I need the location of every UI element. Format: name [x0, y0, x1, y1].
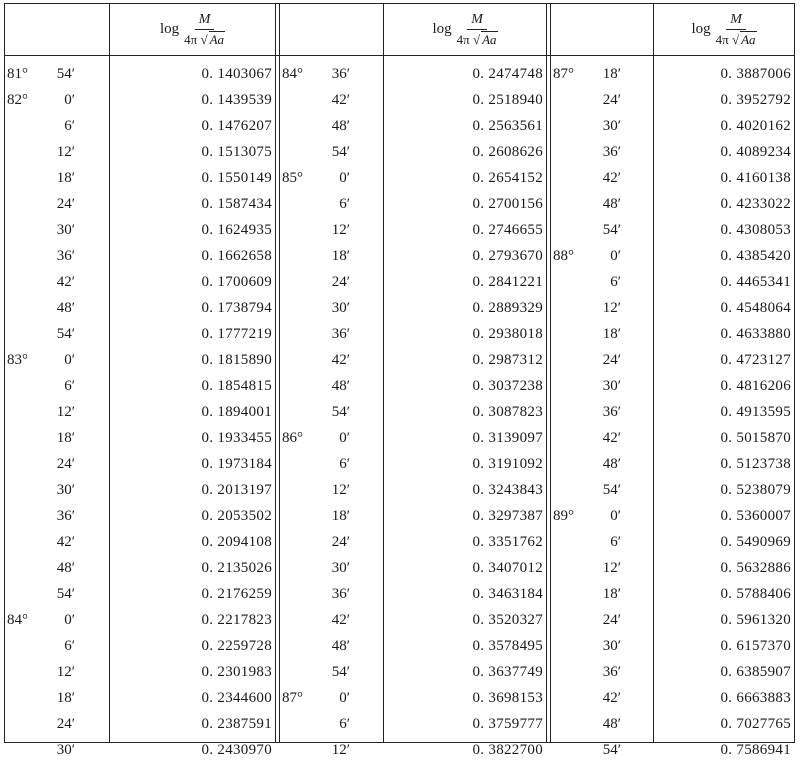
log-value: 0. 1662658: [201, 248, 272, 264]
angle-minutes: 18′: [56, 170, 75, 186]
log-value: 0. 3351762: [472, 534, 543, 550]
angle-degrees: 84°: [7, 612, 28, 628]
angle-minutes: 48′: [602, 456, 621, 472]
angle-minutes: 24′: [331, 534, 350, 550]
table-row: [553, 607, 793, 633]
log-value: 0. 4020162: [720, 118, 791, 134]
table-row: [282, 269, 545, 295]
table-row: [282, 87, 545, 113]
angle-minutes: 54′: [331, 664, 350, 680]
log-value: 0. 1700609: [201, 274, 272, 290]
angle-minutes: 48′: [331, 378, 350, 394]
table-row: [553, 373, 793, 399]
angle-minutes: 18′: [602, 586, 621, 602]
angle-minutes: 54′: [56, 326, 75, 342]
log-value: 0. 2700156: [472, 196, 543, 212]
table-row: [282, 113, 545, 139]
table-row: [7, 425, 274, 451]
angle-minutes: 0′: [610, 248, 621, 264]
log-value: 0. 2841221: [472, 274, 543, 290]
angle-minutes: 0′: [64, 612, 75, 628]
table-row: [7, 607, 274, 633]
table-row: [7, 113, 274, 139]
angle-minutes: 6′: [339, 196, 350, 212]
angle-minutes: 18′: [56, 690, 75, 706]
header-fraction: [716, 12, 757, 48]
table-row: [282, 243, 545, 269]
log-value: 0. 2217823: [201, 612, 272, 628]
angle-degrees: 81°: [7, 66, 28, 82]
angle-minutes: 30′: [331, 300, 350, 316]
log-value: 0. 2259728: [201, 638, 272, 654]
header-log: log: [691, 21, 711, 37]
table-row: [553, 399, 793, 425]
table-row: [7, 477, 274, 503]
log-value: 0. 7027765: [720, 716, 791, 732]
table-row: [553, 711, 793, 737]
table-row: [7, 503, 274, 529]
header-den-sqrt: Aa: [741, 31, 756, 47]
table-row: [282, 607, 545, 633]
table-row: [553, 347, 793, 373]
angle-minutes: 48′: [331, 638, 350, 654]
angle-minutes: 36′: [331, 66, 350, 82]
table-row: [282, 581, 545, 607]
angle-minutes: 0′: [339, 170, 350, 186]
log-value: 0. 2094108: [201, 534, 272, 550]
angle-minutes: 30′: [56, 482, 75, 498]
log-value: 0. 5632886: [720, 560, 791, 576]
angle-minutes: 6′: [339, 716, 350, 732]
log-value: 0. 5961320: [720, 612, 791, 628]
angle-minutes: 42′: [331, 92, 350, 108]
angle-minutes: 6′: [610, 534, 621, 550]
table-row: [553, 633, 793, 659]
log-value: 0. 1587434: [201, 196, 272, 212]
angle-minutes: 36′: [331, 326, 350, 342]
angle-minutes: 0′: [339, 430, 350, 446]
log-value: 0. 3087823: [472, 404, 543, 420]
log-value: 0. 3822700: [472, 742, 543, 758]
table-row: [7, 555, 274, 581]
table-row: [7, 373, 274, 399]
log-table: [4, 3, 795, 758]
log-value: 0. 5123738: [720, 456, 791, 472]
table-row: [553, 659, 793, 685]
log-value: 0. 2608626: [472, 144, 543, 160]
table-row: [282, 659, 545, 685]
angle-minutes: 36′: [56, 248, 75, 264]
angle-minutes: 18′: [56, 430, 75, 446]
header-den-sqrt: Aa: [482, 31, 497, 47]
angle-minutes: 30′: [331, 560, 350, 576]
log-value: 0. 1854815: [201, 378, 272, 394]
log-value: 0. 1513075: [201, 144, 272, 160]
log-value: 0. 1439539: [201, 92, 272, 108]
table-row: [282, 399, 545, 425]
table-row: [7, 321, 274, 347]
log-value: 0. 5238079: [720, 482, 791, 498]
log-value: 0. 6385907: [720, 664, 791, 680]
angle-minutes: 36′: [602, 404, 621, 420]
log-value: 0. 5490969: [720, 534, 791, 550]
angle-minutes: 30′: [602, 118, 621, 134]
table-row: [7, 633, 274, 659]
angle-degrees: 83°: [7, 352, 28, 368]
group-divider: [279, 4, 280, 742]
log-value: 0. 1403067: [201, 66, 272, 82]
table-row: [282, 425, 545, 451]
table-row: [553, 191, 793, 217]
table-row: [282, 191, 545, 217]
table-row: [7, 269, 274, 295]
table-row: [553, 685, 793, 711]
header-formula: [384, 4, 546, 55]
table-row: [282, 321, 545, 347]
angle-minutes: 24′: [56, 456, 75, 472]
table-row: [553, 451, 793, 477]
log-value: 0. 3191092: [472, 456, 543, 472]
angle-minutes: 12′: [56, 664, 75, 680]
angle-minutes: 24′: [602, 92, 621, 108]
log-value: 0. 3520327: [472, 612, 543, 628]
log-value: 0. 5015870: [720, 430, 791, 446]
table-row: [553, 87, 793, 113]
group-divider: [275, 4, 276, 742]
log-value: 0. 4160138: [720, 170, 791, 186]
table-row: [7, 451, 274, 477]
angle-minutes: 18′: [602, 66, 621, 82]
angle-minutes: 0′: [339, 690, 350, 706]
table-row: [7, 399, 274, 425]
angle-minutes: 54′: [602, 742, 621, 758]
log-value: 0. 2987312: [472, 352, 543, 368]
angle-minutes: 48′: [56, 560, 75, 576]
table-row: [7, 347, 274, 373]
log-value: 0. 2013197: [201, 482, 272, 498]
table-row: [282, 711, 545, 737]
log-value: 0. 4723127: [720, 352, 791, 368]
log-value: 0. 6157370: [720, 638, 791, 654]
table-row: [553, 139, 793, 165]
table-row: [282, 737, 545, 763]
log-value: 0. 4465341: [720, 274, 791, 290]
table-row: [7, 217, 274, 243]
angle-minutes: 6′: [610, 274, 621, 290]
table-row: [282, 217, 545, 243]
angle-minutes: 36′: [602, 664, 621, 680]
angle-degrees: 87°: [282, 690, 303, 706]
angle-minutes: 24′: [602, 612, 621, 628]
table-row: [282, 503, 545, 529]
angle-minutes: 0′: [610, 508, 621, 524]
group-divider: [546, 4, 547, 742]
log-value: 0. 2176259: [201, 586, 272, 602]
log-value: 0. 2938018: [472, 326, 543, 342]
log-value: 0. 4308053: [720, 222, 791, 238]
log-value: 0. 3297387: [472, 508, 543, 524]
table-row: [7, 139, 274, 165]
angle-minutes: 42′: [56, 274, 75, 290]
angle-minutes: 30′: [602, 638, 621, 654]
log-value: 0. 3037238: [472, 378, 543, 394]
table-row: [282, 139, 545, 165]
table-row: [7, 61, 274, 87]
log-value: 0. 2746655: [472, 222, 543, 238]
angle-minutes: 12′: [56, 404, 75, 420]
log-value: 0. 3887006: [720, 66, 791, 82]
angle-degrees: 88°: [553, 248, 574, 264]
log-value: 0. 2301983: [201, 664, 272, 680]
table-row: [553, 165, 793, 191]
header-log: log: [432, 21, 452, 37]
table-row: [282, 61, 545, 87]
log-value: 0. 3463184: [472, 586, 543, 602]
angle-minutes: 42′: [602, 690, 621, 706]
angle-minutes: 6′: [64, 638, 75, 654]
table-row: [553, 113, 793, 139]
table-row: [553, 61, 793, 87]
log-value: 0. 1777219: [201, 326, 272, 342]
angle-minutes: 42′: [331, 612, 350, 628]
log-value: 0. 5360007: [720, 508, 791, 524]
log-value: 0. 3637749: [472, 664, 543, 680]
table-row: [282, 685, 545, 711]
angle-degrees: 82°: [7, 92, 28, 108]
angle-minutes: 54′: [602, 222, 621, 238]
angle-minutes: 12′: [56, 144, 75, 160]
angle-minutes: 24′: [331, 274, 350, 290]
table-row: [7, 659, 274, 685]
angle-minutes: 12′: [331, 742, 350, 758]
log-value: 0. 3759777: [472, 716, 543, 732]
table-row: [7, 685, 274, 711]
header-den-prefix: 4π: [184, 31, 198, 47]
table-row: [7, 295, 274, 321]
log-value: 0. 2430970: [201, 742, 272, 758]
header-den-prefix: 4π: [715, 31, 729, 47]
table-row: [553, 217, 793, 243]
log-value: 0. 1894001: [201, 404, 272, 420]
table-row: [553, 295, 793, 321]
log-value: 0. 2135026: [201, 560, 272, 576]
angle-minutes: 30′: [56, 222, 75, 238]
header-denominator: 4π √ Aa: [715, 31, 756, 47]
angle-minutes: 36′: [56, 508, 75, 524]
log-value: 0. 1624935: [201, 222, 272, 238]
angle-minutes: 0′: [64, 92, 75, 108]
table-row: [553, 477, 793, 503]
header-numerator: M: [467, 12, 487, 30]
log-value: 0. 3407012: [472, 560, 543, 576]
log-value: 0. 3139097: [472, 430, 543, 446]
angle-minutes: 42′: [331, 352, 350, 368]
header-den-sqrt: Aa: [209, 31, 225, 47]
angle-minutes: 48′: [602, 716, 621, 732]
table-row: [7, 87, 274, 113]
table-row: [553, 503, 793, 529]
header-formula: [654, 4, 794, 55]
header-fraction: [184, 12, 225, 48]
angle-minutes: 12′: [602, 560, 621, 576]
log-value: 0. 1933455: [201, 430, 272, 446]
table-row: [553, 243, 793, 269]
log-value: 0. 2654152: [472, 170, 543, 186]
angle-minutes: 54′: [56, 586, 75, 602]
table-row: [553, 529, 793, 555]
table-row: [7, 529, 274, 555]
table-row: [7, 191, 274, 217]
log-value: 0. 2518940: [472, 92, 543, 108]
table-row: [282, 477, 545, 503]
header-denominator: 4π √ Aa: [456, 31, 497, 47]
angle-minutes: 30′: [56, 742, 75, 758]
log-value: 0. 4233022: [720, 196, 791, 212]
table-row: [553, 581, 793, 607]
angle-minutes: 12′: [602, 300, 621, 316]
angle-minutes: 54′: [56, 66, 75, 82]
header-divider: [5, 55, 794, 56]
angle-minutes: 0′: [64, 352, 75, 368]
angle-degrees: 84°: [282, 66, 303, 82]
log-value: 0. 1476207: [201, 118, 272, 134]
group-divider: [550, 4, 551, 742]
log-value: 0. 2344600: [201, 690, 272, 706]
log-value: 0. 2387591: [201, 716, 272, 732]
table-row: [7, 737, 274, 763]
angle-minutes: 6′: [64, 118, 75, 134]
log-value: 0. 1815890: [201, 352, 272, 368]
header-formula: [110, 4, 275, 55]
table-row: [553, 737, 793, 763]
log-value: 0. 7586941: [720, 742, 791, 758]
log-value: 0. 4548064: [720, 300, 791, 316]
angle-minutes: 24′: [602, 352, 621, 368]
table-row: [553, 555, 793, 581]
angle-minutes: 42′: [602, 430, 621, 446]
log-value: 0. 2474748: [472, 66, 543, 82]
table-row: [7, 711, 274, 737]
table-row: [7, 243, 274, 269]
header-fraction: [457, 12, 498, 48]
log-value: 0. 4385420: [720, 248, 791, 264]
log-value: 0. 2793670: [472, 248, 543, 264]
angle-minutes: 36′: [331, 586, 350, 602]
log-value: 0. 2889329: [472, 300, 543, 316]
log-value: 0. 2563561: [472, 118, 543, 134]
table-row: [282, 295, 545, 321]
log-value: 0. 3243843: [472, 482, 543, 498]
log-value: 0. 2053502: [201, 508, 272, 524]
angle-minutes: 42′: [602, 170, 621, 186]
log-value: 0. 4089234: [720, 144, 791, 160]
angle-degrees: 85°: [282, 170, 303, 186]
angle-minutes: 18′: [331, 508, 350, 524]
angle-minutes: 54′: [331, 404, 350, 420]
angle-minutes: 48′: [602, 196, 621, 212]
table-row: [282, 633, 545, 659]
table-row: [282, 165, 545, 191]
log-value: 0. 3698153: [472, 690, 543, 706]
table-row: [282, 451, 545, 477]
angle-minutes: 6′: [339, 456, 350, 472]
angle-minutes: 30′: [602, 378, 621, 394]
table-row: [282, 373, 545, 399]
angle-minutes: 48′: [56, 300, 75, 316]
log-value: 0. 4633880: [720, 326, 791, 342]
angle-minutes: 42′: [56, 534, 75, 550]
angle-degrees: 87°: [553, 66, 574, 82]
log-value: 0. 6663883: [720, 690, 791, 706]
table-row: [553, 321, 793, 347]
table-row: [553, 269, 793, 295]
angle-minutes: 6′: [64, 378, 75, 394]
header-log: log: [159, 21, 180, 37]
table-row: [7, 165, 274, 191]
table-row: [282, 529, 545, 555]
angle-minutes: 18′: [602, 326, 621, 342]
angle-minutes: 54′: [602, 482, 621, 498]
log-value: 0. 1973184: [201, 456, 272, 472]
angle-minutes: 54′: [331, 144, 350, 160]
angle-minutes: 24′: [56, 196, 75, 212]
log-value: 0. 4913595: [720, 404, 791, 420]
header-numerator: M: [195, 12, 215, 30]
angle-minutes: 18′: [331, 248, 350, 264]
angle-minutes: 24′: [56, 716, 75, 732]
header-denominator: 4π √ Aa: [184, 31, 225, 47]
angle-degrees: 89°: [553, 508, 574, 524]
log-value: 0. 3952792: [720, 92, 791, 108]
table-row: [553, 425, 793, 451]
table-row: [282, 555, 545, 581]
log-value: 0. 1550149: [201, 170, 272, 186]
angle-minutes: 12′: [331, 222, 350, 238]
table-row: [7, 581, 274, 607]
log-value: 0. 5788406: [720, 586, 791, 602]
angle-degrees: 86°: [282, 430, 303, 446]
header-numerator: M: [726, 12, 746, 30]
log-value: 0. 1738794: [201, 300, 272, 316]
header-den-prefix: 4π: [456, 31, 470, 47]
angle-minutes: 36′: [602, 144, 621, 160]
angle-minutes: 12′: [331, 482, 350, 498]
angle-minutes: 48′: [331, 118, 350, 134]
log-value: 0. 3578495: [472, 638, 543, 654]
table-row: [282, 347, 545, 373]
log-value: 0. 4816206: [720, 378, 791, 394]
